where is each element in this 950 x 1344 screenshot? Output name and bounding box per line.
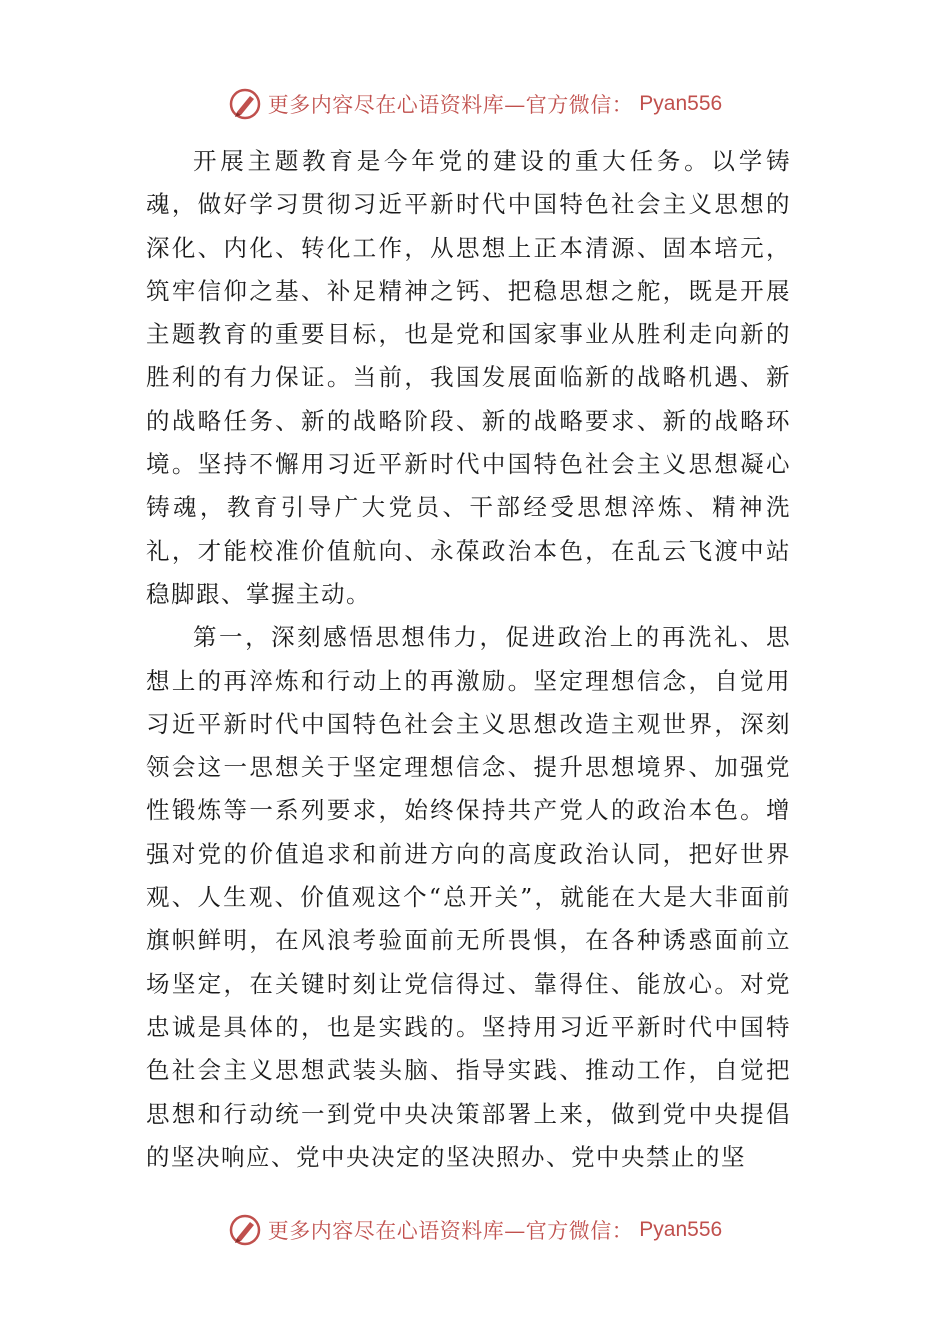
watermark-wechat-id: Pyan556 <box>639 1218 723 1241</box>
watermark-wechat-id: Pyan556 <box>639 92 723 115</box>
footer-watermark <box>0 1210 950 1250</box>
header-watermark <box>0 84 950 124</box>
pen-logo-icon <box>228 87 262 121</box>
watermark-text: 更多内容尽在心语资料库—官方微信： <box>267 1219 634 1243</box>
paragraph-intro: 开展主题教育是今年党的建设的重大任务。以学铸魂，做好学习贯彻习近平新时代中国特色社会主义思想的深化、内化、转化工作，从思想上正本清源、固本培元，筑牢信仰之基、补足精神之钙、把稳思想之舵，既是开展主题教育的重要目标，也是党和国家事业从胜利走向新的胜利的有力保证。当前，我国发展面临新的战略机遇、新的战略任务、新的战略阶段、新的战略要求、新的战略环境。坚持不懈用习近平新时代中国特色社会主义思想凝心铸魂，教育引导广大党员、干部经受思想淬炼、精神洗礼，才能校准价值航向、永葆政治本色，在乱云飞渡中站稳脚跟、掌握主动。 <box>146 147 791 608</box>
watermark-text: 更多内容尽在心语资料库—官方微信： <box>267 93 634 117</box>
pen-logo-icon <box>228 1213 262 1247</box>
paragraph-first-point: 第一，深刻感悟思想伟力，促进政治上的再洗礼、思想上的再淬炼和行动上的再激励。坚定理想信念，自觉用习近平新时代中国特色社会主义思想改造主观世界，深刻领会这一思想关于坚定理想信念、提升思想境界、加强党性锻炼等一系列要求，始终保持共产党人的政治本色。增强对党的价值追求和前进方向的高度政治认同，把好世界观、人生观、价值观这个“总开关”，就能在大是大非面前旗帜鲜明，在风浪考验面前无所畏惧，在各种诱惑面前立场坚定，在关键时刻让党信得过、靠得住、能放心。对党忠诚是具体的，也是实践的。坚持用习近平新时代中国特色社会主义思想武装头脑、指导实践、推动工作，自觉把思想和行动统一到党中央决策部署上来，做到党中央提倡的坚决响应、党中央决定的坚决照办、党中央禁止的坚 <box>146 623 791 1171</box>
document-body <box>146 140 791 1179</box>
